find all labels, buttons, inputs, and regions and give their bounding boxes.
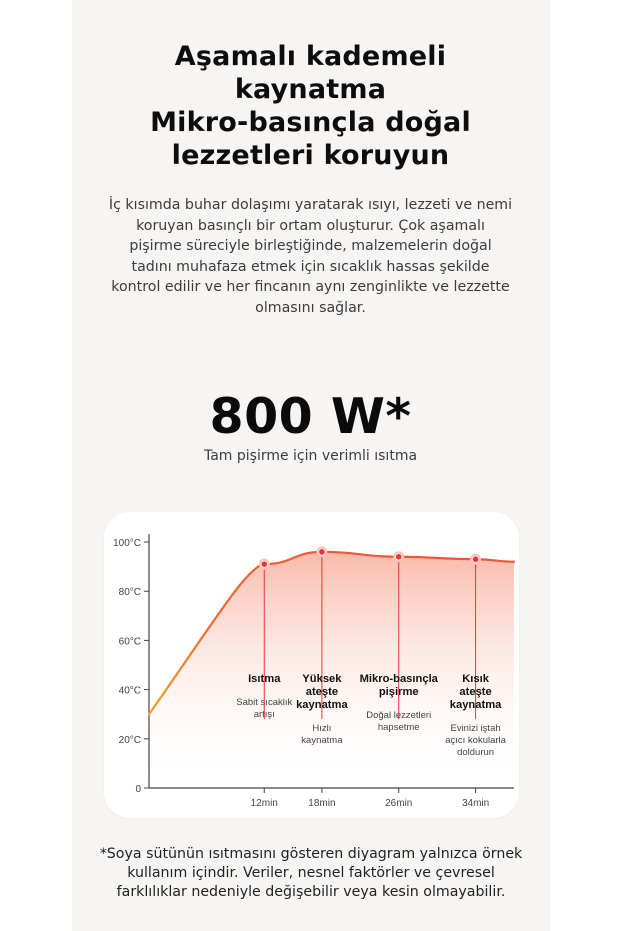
headline <box>0 40 621 172</box>
stage-marker-dot <box>396 554 402 560</box>
power-value: 800 W* <box>209 388 412 445</box>
y-tick-label: 60°C <box>118 636 141 648</box>
power-subtitle: Tam pişirme için verimli ısıtma <box>203 448 418 464</box>
x-tick-label: 18min <box>308 798 336 809</box>
stage-title: Mikro-basınçla <box>359 673 438 685</box>
temperature-chart <box>104 512 519 818</box>
stage-title: kaynatma <box>296 699 348 711</box>
stage-description: kaynatma <box>301 735 343 746</box>
stage-description: doldurun <box>457 747 495 758</box>
stage-title: ateşte <box>459 686 492 698</box>
stage-description: Doğal lezzetleri <box>366 710 432 721</box>
headline-line: Aşamalı kademeli <box>174 41 447 72</box>
stage-marker-dot <box>261 561 267 567</box>
y-tick-label: 80°C <box>118 587 141 599</box>
stage-description: hapsetme <box>377 722 420 733</box>
stage-title: Isıtma <box>248 673 281 685</box>
footnote-line: *Soya sütünün ısıtmasını gösteren diyagram yalnızca örnek <box>99 846 523 862</box>
stage-title: ateşte <box>305 686 339 698</box>
description-line: tadını muhafaza etmek için sıcaklık hassas şekilde <box>131 258 490 275</box>
stage-title: pişirme <box>378 686 419 698</box>
stage-description: artışı <box>253 709 275 720</box>
y-tick-label: 20°C <box>118 734 141 746</box>
stage-description: Evinizi iştah <box>450 723 501 734</box>
x-tick-label: 34min <box>461 798 490 809</box>
temperature-chart-card <box>104 512 519 818</box>
x-tick-label: 12min <box>250 798 278 809</box>
footnote-line: kullanım içindir. Veriler, nesnel faktörler ve çevresel <box>127 865 495 881</box>
headline-line: lezzetleri koruyun <box>171 140 450 171</box>
description-line: koruyan basınçlı bir ortam oluşturur. Çok aşamalı <box>136 217 485 234</box>
stage-title: kaynatma <box>449 699 502 711</box>
y-tick-label: 40°C <box>118 685 141 697</box>
description-line: pişirme süreciyle birleştiğinde, malzemelerin doğal <box>129 238 492 254</box>
headline-line: kaynatma <box>234 74 387 105</box>
description-line: olmasını sağlar. <box>255 299 366 316</box>
stage-marker-dot <box>473 556 479 562</box>
stage-title: Kısık <box>462 673 489 685</box>
description-line: İç kısımda buhar dolaşımı yaratarak ısıyı, lezzeti ve nemi <box>108 197 513 213</box>
footnote-line: farklılıklar nedeniyle değişebilir veya kesin olmayabilir. <box>116 884 506 900</box>
y-tick-label: 0 <box>135 784 141 795</box>
stage-description: Hızlı <box>312 723 332 734</box>
stage-description: açıcı kokularla <box>445 735 506 746</box>
stage-description: Sabit sıcaklık <box>236 697 293 708</box>
footnote <box>70 845 552 902</box>
headline-line: Mikro-basınçla doğal <box>150 107 471 138</box>
x-tick-label: 26min <box>385 798 413 809</box>
description <box>88 195 533 318</box>
y-tick-label: 100°C <box>113 538 141 549</box>
stage-marker-dot <box>319 549 325 555</box>
description-line: kontrol edilir ve her fincanın aynı zenginlikte ve lezzette <box>111 279 510 295</box>
stage-title: Yüksek <box>302 673 342 685</box>
